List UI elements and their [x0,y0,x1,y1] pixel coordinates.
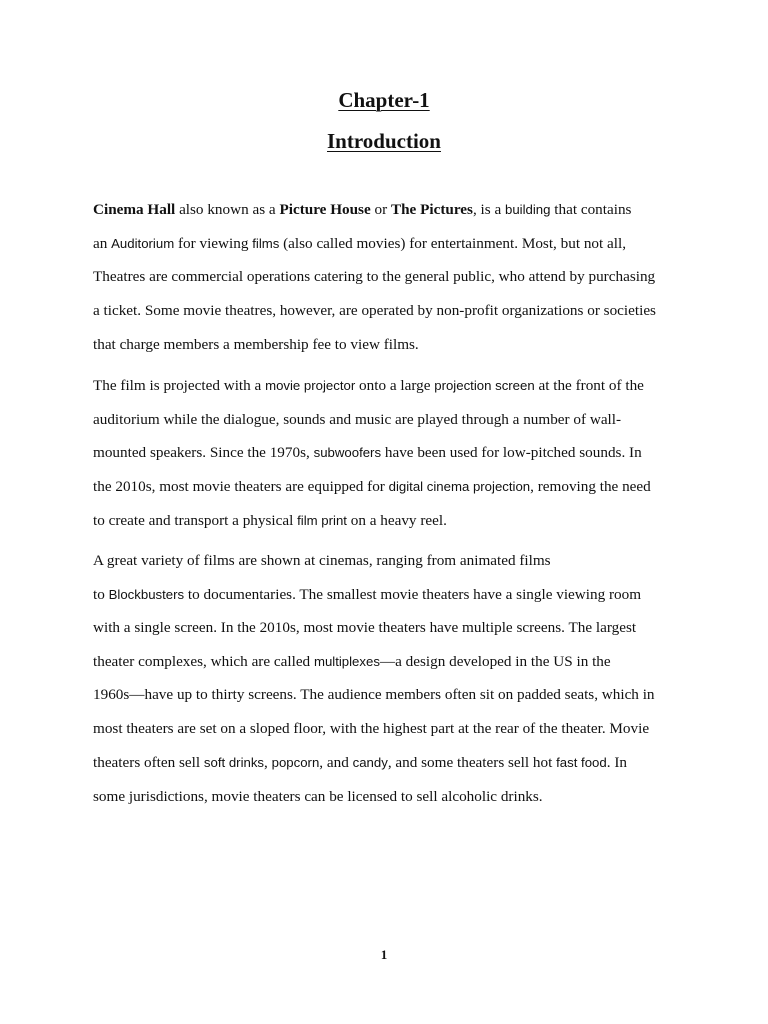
text-run: mounted speakers. Since the 1970s, [93,444,314,461]
linked-term: multiplexes [313,654,380,669]
text-run: (also called movies) for entertainment. Most, but not all, [279,235,627,252]
text-run: A great variety of films are shown at cinemas, ranging from animated films [93,552,551,569]
linked-term: building [505,202,551,217]
text-run: , and some theaters sell hot [387,754,557,771]
chapter-heading: Chapter-1 [338,88,430,112]
page-title: Introduction [327,129,441,153]
linked-term: candy [352,755,388,770]
page-number: 1 [380,947,388,962]
bold-term: Cinema Hall [93,201,176,218]
text-run: 1960s—have up to thirty screens. The audience members often sit on padded seats, which in [93,686,655,703]
linked-term: popcorn [271,755,320,770]
text-run: at the front of the [534,377,644,394]
text-line [93,234,626,254]
bold-term: Picture House [279,201,371,218]
text-run: some jurisdictions, movie theaters can be licensed to sell alcoholic drinks. [93,788,543,805]
text-run: , removing the need [530,478,651,495]
text-run: to documentaries. The smallest movie theaters have a single viewing room [184,586,642,603]
text-run: or [370,201,391,218]
bold-term: The Pictures [390,201,473,218]
text-line [93,753,627,773]
linked-term: films [252,236,280,251]
text-run: that contains [550,201,632,218]
text-run: on a heavy reel. [346,512,447,529]
text-run: most theaters are set on a sloped floor, with the highest part at the rear of the theater. Movie [93,720,650,737]
text-run: theaters often sell [93,754,204,771]
text-line [93,585,641,605]
text-run: also known as a [175,201,280,218]
linked-term: movie projector [265,378,356,393]
text-run: a ticket. Some movie theatres, however, are operated by non-profit organizations or societies [93,302,656,319]
linked-term: soft drinks [203,755,265,770]
text-line [93,267,655,287]
text-run: the 2010s, most movie theaters are equipped for [93,478,389,495]
linked-term: projection screen [434,378,535,393]
linked-term: film print [297,513,347,528]
text-line [93,301,656,321]
text-run: for viewing [174,235,253,252]
text-run: to [93,586,109,603]
text-line [93,376,644,396]
text-run: that charge members a membership fee to view films. [93,336,419,353]
text-run: . In [606,754,627,771]
linked-term: subwoofers [313,445,382,460]
text-run: with a single screen. In the 2010s, most movie theaters have multiple screens. The largest [93,619,637,636]
text-line [93,477,651,497]
linked-term: Auditorium [111,236,175,251]
text-run: have been used for low-pitched sounds. In [381,444,642,461]
text-run: an [93,235,112,252]
text-line [93,719,649,739]
text-run: to create and transport a physical [93,512,298,529]
text-line [93,200,631,220]
text-run: , and [319,754,353,771]
text-line [93,551,551,571]
text-line [93,618,636,638]
text-line [93,410,621,430]
linked-term: Blockbusters [108,587,185,602]
text-line [93,652,611,672]
text-run: Theatres are commercial operations catering to the general public, who attend by purchasing [93,268,656,285]
text-run: —a design developed in the US in the [379,653,611,670]
text-run: , is a [472,201,506,218]
linked-term: digital cinema projection [388,479,531,494]
text-line [93,685,655,705]
text-run: The film is projected with a [93,377,266,394]
text-line [93,787,543,807]
text-run: onto a large [355,377,435,394]
linked-term: fast food [556,755,607,770]
text-line [93,335,419,355]
text-line [93,511,447,531]
text-run: theater complexes, which are called [93,653,314,670]
text-run: , [264,754,272,771]
text-run: auditorium while the dialogue, sounds and music are played through a number of wall- [93,411,622,428]
text-line [93,443,642,463]
